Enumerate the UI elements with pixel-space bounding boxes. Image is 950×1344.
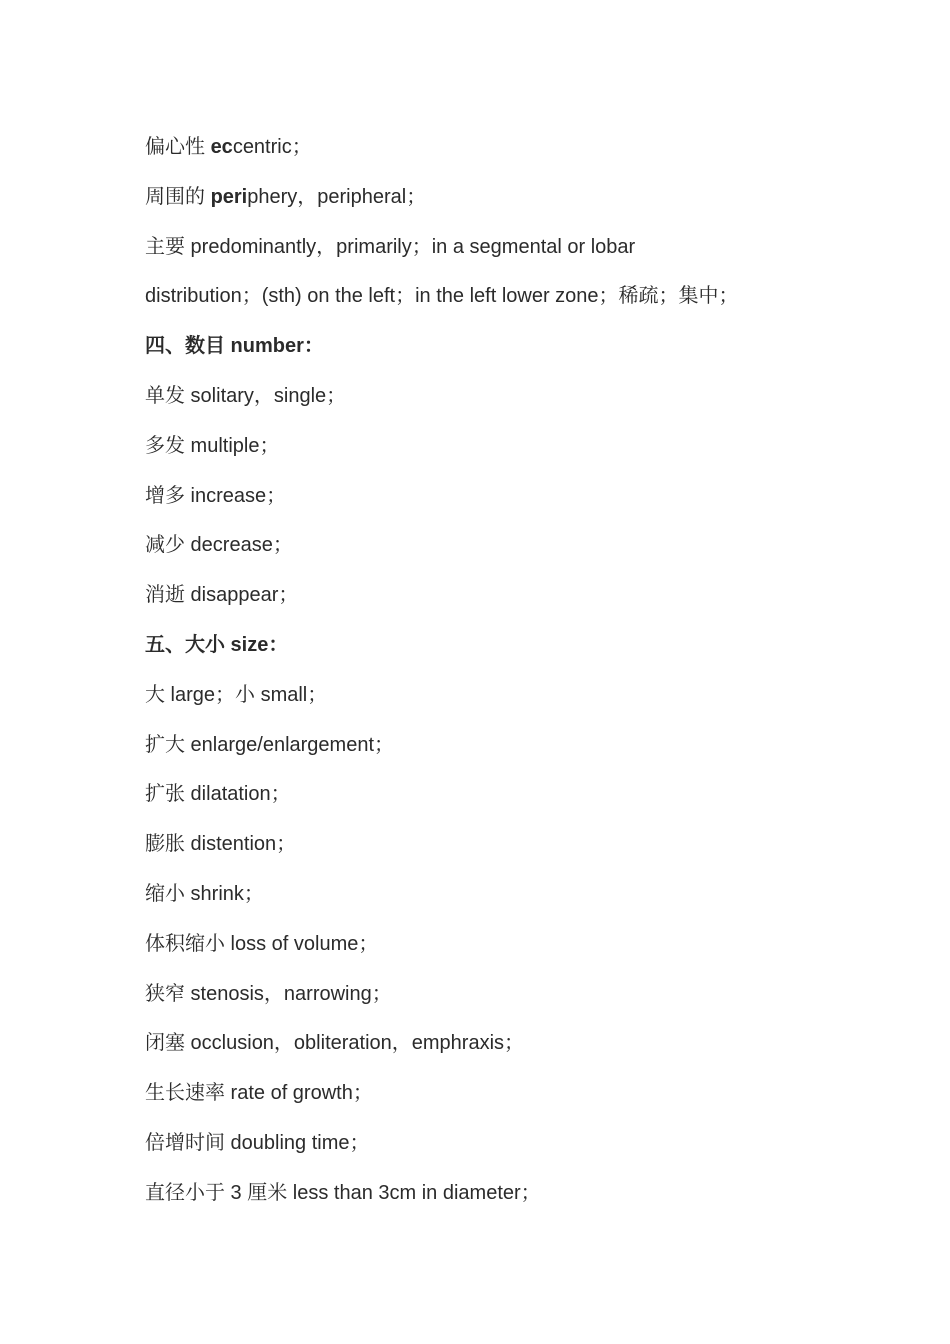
text-span: 增多 increase；: [145, 484, 287, 507]
text-line: [145, 379, 925, 429]
text-line: [145, 279, 925, 329]
text-line: [145, 977, 925, 1027]
text-line: [145, 528, 925, 578]
text-span: 扩大 enlarge/enlargement；: [145, 733, 395, 756]
text-line: [145, 827, 925, 877]
text-line: [145, 230, 925, 280]
text-line: [145, 777, 925, 827]
text-span: 减少 decrease；: [145, 534, 293, 557]
text-line: [145, 1176, 925, 1226]
text-line: [145, 329, 925, 379]
bold-text: peri: [210, 185, 248, 208]
text-span: 周围的: [145, 185, 211, 208]
text-span: distribution；(sth) on the left；in the left lower zone；稀疏；集中；: [145, 285, 739, 308]
text-span: 单发 solitary，single；: [145, 384, 347, 407]
text-line: [145, 877, 925, 927]
text-line: [145, 927, 925, 977]
text-line: [145, 1076, 925, 1126]
bold-text: 四、数目 number：: [145, 335, 324, 358]
bold-text: ec: [210, 136, 233, 158]
text-span: 消逝 disappear；: [145, 584, 299, 607]
text-line: [145, 628, 925, 678]
text-line: [145, 429, 925, 479]
document-page: [145, 130, 925, 1226]
text-span: 体积缩小 loss of volume；: [145, 932, 379, 955]
text-line: [145, 578, 925, 628]
text-span: 狭窄 stenosis，narrowing；: [145, 982, 392, 1005]
text-line: [145, 180, 925, 230]
text-span: 缩小 shrink；: [145, 882, 264, 905]
text-span: phery，peripheral；: [247, 185, 427, 208]
text-span: 偏心性: [145, 136, 211, 158]
text-span: centric；: [232, 136, 312, 158]
text-line: [145, 130, 925, 180]
text-line: [145, 728, 925, 778]
text-span: 大 large；小 small；: [145, 683, 328, 706]
text-line: [145, 479, 925, 529]
text-span: 主要 predominantly，primarily；in a segmental or lobar: [145, 235, 636, 258]
text-line: [145, 678, 925, 728]
text-span: 闭塞 occlusion，obliteration，emphraxis；: [145, 1032, 525, 1055]
text-span: 倍增时间 doubling time；: [145, 1131, 370, 1154]
text-span: 多发 multiple；: [145, 434, 280, 457]
text-line: [145, 1026, 925, 1076]
text-span: 扩张 dilatation；: [145, 783, 291, 806]
bold-text: 五、大小 size：: [145, 633, 289, 656]
text-span: 膨胀 distention；: [145, 833, 297, 856]
text-span: 直径小于 3 厘米 less than 3cm in diameter；: [145, 1181, 541, 1204]
text-span: 生长速率 rate of growth；: [145, 1082, 373, 1105]
text-line: [145, 1126, 925, 1176]
